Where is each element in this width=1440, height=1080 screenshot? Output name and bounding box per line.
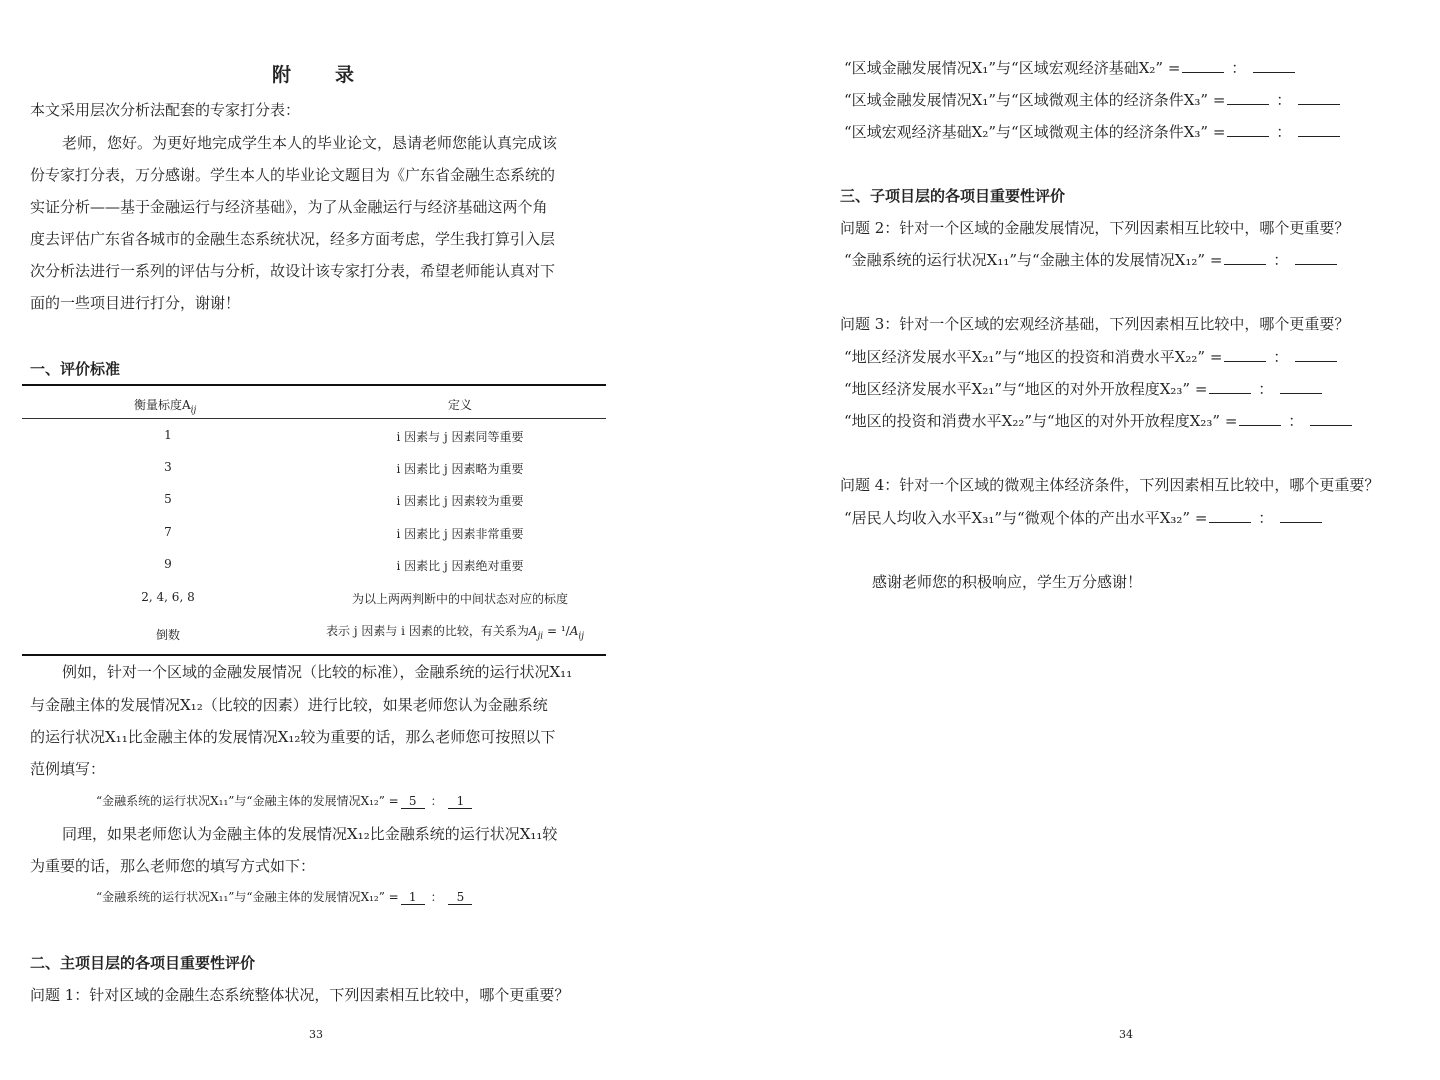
greeting-line: 老师，您好。为更好地完成学生本人的毕业论文，恳请老师您能认真完成该 — [62, 134, 558, 152]
q3-item: “地区经济发展水平X₂₁”与“地区的投资和消费水平X₂₂” = ： — [844, 341, 1339, 373]
example1-value-a: 5 — [401, 794, 425, 809]
table-cell-definition: i 因素比 j 因素绝对重要 — [396, 559, 524, 573]
example1-value-b: 1 — [448, 794, 472, 809]
thanks-line: 感谢老师您的积极响应，学生万分感谢！ — [872, 573, 1143, 591]
q1-item: “区域金融发展情况X₁”与“区域微观主体的经济条件X₃” = ： — [844, 84, 1342, 116]
example-line: 范例填写： — [30, 760, 106, 778]
table-cell-definition: 表示 j 因素与 i 因素的比较，有关系为$A_{ji} = ^1/A_{ij}$ — [326, 624, 585, 642]
section3-heading: 三、子项目层的各项目重要性评价 — [840, 187, 1066, 205]
answer-blank-b[interactable] — [1280, 508, 1322, 523]
answer-blank-a[interactable] — [1227, 90, 1269, 105]
table-cell-definition: i 因素与 j 因素同等重要 — [396, 430, 524, 444]
answer-blank-a[interactable] — [1239, 411, 1281, 426]
q2-item: “金融系统的运行状况X₁₁”与“金融主体的发展情况X₁₂” = ： — [844, 244, 1339, 276]
answer-blank-b[interactable] — [1298, 90, 1340, 105]
answer-blank-a[interactable] — [1224, 250, 1266, 265]
q3-item: “地区经济发展水平X₂₁”与“地区的对外开放程度X₂₃” = ： — [844, 373, 1324, 405]
answer-blank-b[interactable] — [1253, 58, 1295, 73]
question3: 问题 3：针对一个区域的宏观经济基础，下列因素相互比较中，哪个更重要？ — [840, 315, 1350, 333]
example-line: 与金融主体的发展情况X₁₂（比较的因素）进行比较，如果老师您认为金融系统 — [30, 696, 548, 714]
greeting-line: 度去评估广东省各城市的金融生态系统状况，经多方面考虑，学生我打算引入层 — [30, 230, 556, 248]
similar-line: 为重要的话，那么老师您的填写方式如下： — [30, 857, 316, 875]
answer-blank-a[interactable] — [1182, 58, 1224, 73]
table-top-rule — [22, 384, 606, 386]
table-cell-definition: i 因素比 j 因素非常重要 — [396, 527, 524, 541]
intro-line: 本文采用层次分析法配套的专家打分表： — [30, 101, 301, 119]
greeting-line: 份专家打分表，万分感谢。学生本人的毕业论文题目为《广东省金融生态系统的 — [30, 166, 556, 184]
appendix-title: 附 录 — [272, 64, 357, 86]
example1-row: “金融系统的运行状况X₁₁”与“金融主体的发展情况X₁₂” = 5 ： 1 — [96, 792, 474, 809]
example-line: 例如，针对一个区域的金融发展情况（比较的标准），金融系统的运行状况X₁₁ — [62, 663, 573, 681]
similar-line: 同理，如果老师您认为金融主体的发展情况X₁₂比金融系统的运行状况X₁₁较 — [62, 825, 558, 843]
q1-item: “区域宏观经济基础X₂”与“区域微观主体的经济条件X₃” = ： — [844, 116, 1342, 148]
answer-blank-b[interactable] — [1298, 122, 1340, 137]
answer-blank-b[interactable] — [1295, 250, 1337, 265]
answer-blank-a[interactable] — [1227, 122, 1269, 137]
answer-blank-b[interactable] — [1310, 411, 1352, 426]
q1-item: “区域金融发展情况X₁”与“区域宏观经济基础X₂” = ： — [844, 52, 1297, 84]
table-cell-scale: 1 — [164, 428, 172, 442]
question4: 问题 4：针对一个区域的微观主体经济条件，下列因素相互比较中，哪个更重要？ — [840, 476, 1380, 494]
example-line: 的运行状况X₁₁比金融主体的发展情况X₁₂较为重要的话，那么老师您可按照以下 — [30, 728, 556, 746]
table-cell-scale: 3 — [164, 460, 172, 474]
table-cell-definition: i 因素比 j 因素较为重要 — [396, 494, 524, 508]
greeting-line: 面的一些项目进行打分，谢谢！ — [30, 294, 241, 312]
page-number-left: 33 — [309, 1028, 323, 1041]
answer-blank-a[interactable] — [1209, 379, 1251, 394]
table-cell-scale: 9 — [164, 557, 172, 571]
table-cell-scale: 倒数 — [155, 628, 180, 642]
example2-row: “金融系统的运行状况X₁₁”与“金融主体的发展情况X₁₂” = 1 ： 5 — [96, 888, 474, 905]
table-cell-definition: 为以上两两判断中的中间状态对应的标度 — [351, 592, 568, 606]
answer-blank-a[interactable] — [1224, 347, 1266, 362]
example2-value-a: 1 — [401, 890, 425, 905]
page-number-right: 34 — [1119, 1028, 1133, 1041]
example2-value-b: 5 — [448, 890, 472, 905]
table-cell-scale: 5 — [164, 492, 172, 506]
table-cell-definition: i 因素比 j 因素略为重要 — [396, 462, 524, 476]
answer-blank-a[interactable] — [1209, 508, 1251, 523]
left-page — [0, 0, 640, 1080]
table-header-rule — [22, 418, 606, 419]
answer-blank-b[interactable] — [1280, 379, 1322, 394]
table-cell-scale: 2, 4, 6, 8 — [141, 590, 195, 604]
greeting-line: 次分析法进行一系列的评估与分析，故设计该专家打分表，希望老师能认真对下 — [30, 262, 556, 280]
greeting-line: 实证分析——基于金融运行与经济基础》，为了从金融运行与经济基础这两个角 — [30, 198, 548, 216]
table-header-definition: 定义 — [448, 398, 473, 412]
q4-item: “居民人均收入水平X₃₁”与“微观个体的产出水平X₃₂” = ： — [844, 502, 1324, 534]
section2-heading: 二、主项目层的各项目重要性评价 — [30, 954, 256, 972]
question1: 问题 1：针对区域的金融生态系统整体状况，下列因素相互比较中，哪个更重要？ — [30, 986, 570, 1004]
section1-heading: 一、评价标准 — [30, 360, 121, 378]
answer-blank-b[interactable] — [1295, 347, 1337, 362]
q3-item: “地区的投资和消费水平X₂₂”与“地区的对外开放程度X₂₃” = ： — [844, 405, 1354, 437]
table-cell-scale: 7 — [164, 525, 172, 539]
question2: 问题 2：针对一个区域的金融发展情况，下列因素相互比较中，哪个更重要？ — [840, 219, 1350, 237]
right-page — [820, 0, 1420, 1080]
table-header-scale: 衡量标度$A_{ij}$ — [134, 398, 197, 416]
